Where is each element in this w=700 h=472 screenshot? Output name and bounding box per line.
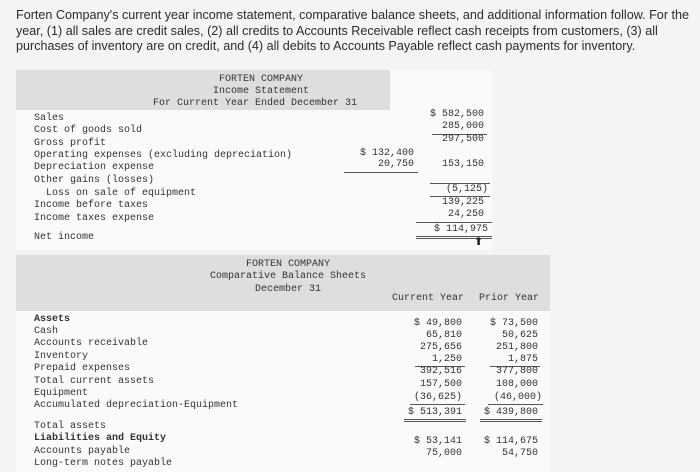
bs-ap-current: $ 53,141 — [413, 436, 462, 447]
bs-assets-header: Assets — [34, 314, 71, 325]
is-before-tax-total: 139,225 — [441, 197, 484, 208]
bs-prepaid-prior: 1,875 — [507, 354, 538, 365]
bs-prepaid-current: 1,250 — [431, 354, 462, 365]
bs-ltnp-current: 75,000 — [425, 448, 462, 459]
bs-ta-label: Total assets — [34, 421, 107, 432]
is-sales-total: $ 582,500 — [429, 109, 484, 120]
is-opex-label: Operating expenses (excluding depreciation) — [34, 150, 293, 161]
bs-ta-prior: $ 439,800 — [483, 407, 538, 418]
bs-col-current: Current Year — [392, 293, 465, 304]
is-company: FORTEN COMPANY — [218, 74, 303, 85]
bs-ar-current: 65,810 — [425, 330, 462, 341]
is-sales-label: Sales — [34, 113, 65, 124]
bs-tca-prior: 377,800 — [495, 366, 538, 377]
is-dep-label: Depreciation expense — [34, 162, 155, 173]
is-cogs-total: 285,000 — [441, 121, 484, 132]
bs-cash-prior: $ 73,500 — [489, 318, 538, 329]
bs-ar-label: Accounts receivable — [34, 338, 149, 349]
bs-ta-double-underline-current-1 — [404, 419, 466, 420]
bs-prepaid-label: Prepaid expenses — [34, 363, 131, 374]
is-dep-underline — [344, 172, 418, 173]
bs-cash-current: $ 49,800 — [413, 318, 462, 329]
bs-ta-double-underline-current-2 — [404, 421, 466, 422]
bs-accdep-underline-current — [410, 404, 465, 405]
is-period: For Current Year Ended December 31 — [153, 98, 358, 109]
bs-ta-current: $ 513,391 — [407, 407, 462, 418]
is-gross-total: 297,500 — [441, 134, 484, 145]
bs-accdep-underline-prior — [488, 404, 543, 405]
bs-tca-label: Total current assets — [34, 376, 155, 387]
bs-ta-double-underline-prior-1 — [480, 419, 542, 420]
is-net-total: $ 114,975 — [433, 224, 488, 235]
is-dep-total: 153,150 — [441, 159, 484, 170]
is-net-label: Net income — [34, 232, 95, 243]
bs-col-prior: Prior Year — [479, 293, 540, 304]
problem-intro: Forten Company's current year income statement, comparative balance sheets, and additional information follow. For the year, (1) all sales are credit sales, (2) all credits to Accounts Receivable reflect cash receipts from customers, (3) all purchases of inventory are on credit, and (4) all debits to Accounts Payable reflect cash payments for inventory. — [16, 8, 690, 53]
bs-ltnp-label: Long-term notes payable — [34, 458, 173, 469]
mouse-pointer-icon: ⬆ — [474, 236, 484, 248]
bs-equip-current: 157,500 — [419, 379, 462, 390]
bs-title: Comparative Balance Sheets — [209, 271, 367, 282]
bs-equip-prior: 108,000 — [495, 379, 538, 390]
bs-ltnp-prior: 54,750 — [501, 448, 538, 459]
bs-tca-current: 392,516 — [419, 366, 462, 377]
is-tax-underline — [416, 222, 492, 223]
bs-ar-prior: 50,625 — [501, 330, 538, 341]
is-before-tax-label: Income before taxes — [34, 200, 149, 211]
is-gross-label: Gross profit — [34, 138, 107, 149]
bs-ap-label: Accounts payable — [34, 446, 131, 457]
bs-cash-label: Cash — [34, 326, 59, 337]
bs-liab-header: Liabilities and Equity — [34, 433, 167, 444]
bs-ap-prior: $ 114,675 — [483, 436, 538, 447]
is-cogs-label: Cost of goods sold — [34, 125, 143, 136]
bs-accdep-label: Accumulated depreciation-Equipment — [34, 400, 239, 411]
is-dep-amount: 20,750 — [377, 159, 414, 170]
is-loss-total: (5,125) — [445, 184, 488, 195]
is-opex-amount: $ 132,400 — [359, 148, 414, 159]
is-loss-label: Loss on sale of equipment — [46, 188, 197, 199]
is-loss-underline-top — [430, 183, 490, 184]
bs-inv-prior: 251,800 — [495, 342, 538, 353]
bs-date: December 31 — [254, 284, 321, 295]
bs-inv-current: 275,656 — [419, 342, 462, 353]
bs-equip-label: Equipment — [34, 388, 89, 399]
bs-ta-double-underline-prior-2 — [480, 421, 542, 422]
is-tax-total: 24,250 — [447, 209, 484, 220]
bs-accdep-current: (36,625) — [413, 392, 462, 403]
bs-accdep-prior: (46,000) — [493, 392, 542, 403]
bs-company: FORTEN COMPANY — [245, 259, 330, 270]
bs-inv-label: Inventory — [34, 351, 89, 362]
is-title: Income Statement — [212, 86, 309, 97]
is-other-label: Other gains (losses) — [34, 175, 155, 186]
is-tax-label: Income taxes expense — [34, 213, 155, 224]
